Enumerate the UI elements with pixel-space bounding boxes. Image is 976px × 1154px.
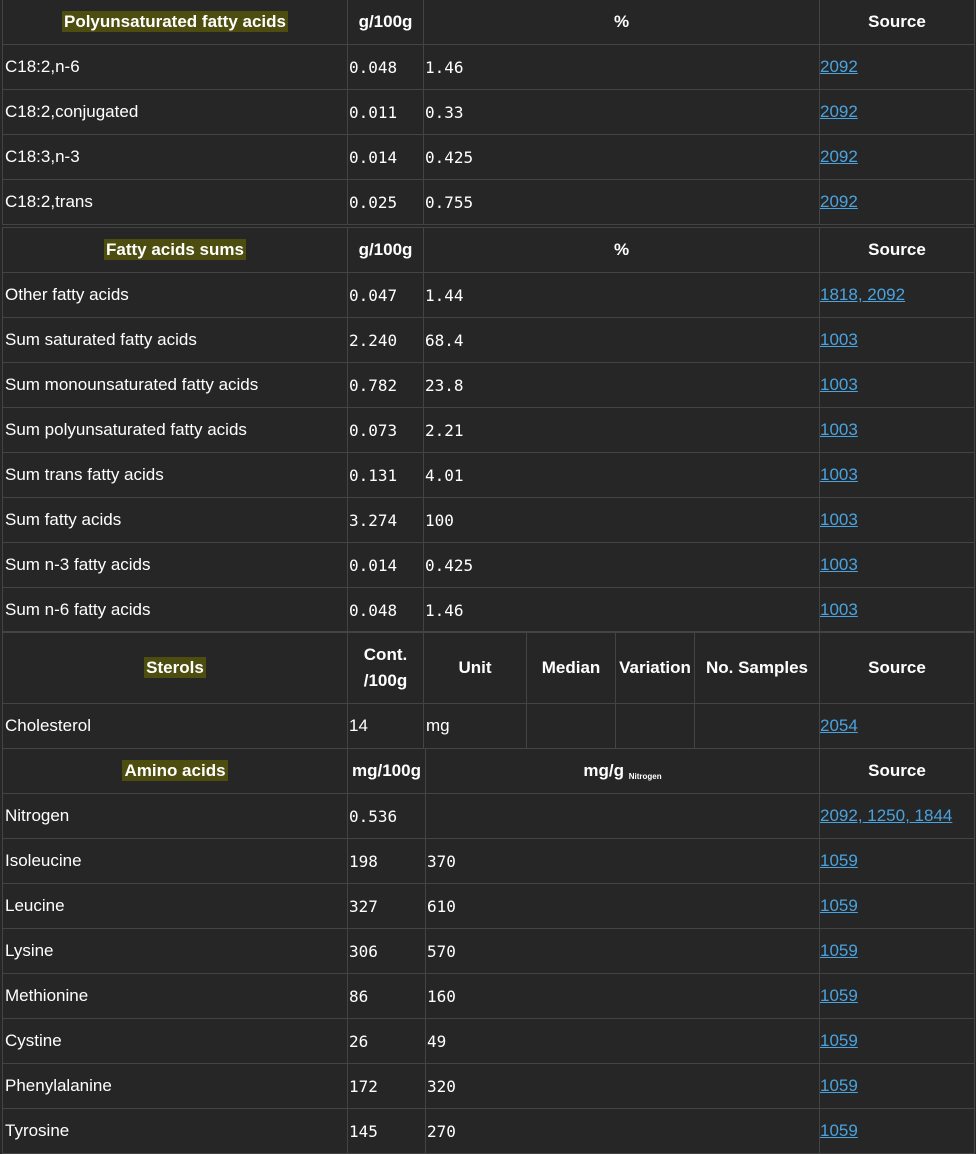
table-row	[3, 1019, 975, 1064]
row-name: Leucine	[3, 884, 348, 929]
pct-value: 0.425	[424, 135, 820, 180]
pct-value: 0.33	[424, 90, 820, 135]
table-row	[3, 1109, 975, 1154]
column-header-mgg: mg/g $_{Nitrogen}$	[426, 749, 820, 794]
mgg-value: 610	[426, 884, 820, 929]
polyunsaturated-table	[2, 0, 975, 225]
g-value: 0.782	[348, 363, 424, 408]
g-value: 2.240	[348, 318, 424, 363]
table-row	[3, 974, 975, 1019]
source-link[interactable]: 1003	[820, 420, 858, 439]
source-link[interactable]: 1059	[820, 941, 858, 960]
column-header: Source	[820, 228, 975, 273]
row-name: C18:3,n-3	[3, 135, 348, 180]
row-name: Sum trans fatty acids	[3, 453, 348, 498]
column-header-cont: Cont. /100g	[348, 632, 424, 704]
table-row	[3, 704, 975, 749]
table-row	[3, 90, 975, 135]
pct-value: 2.21	[424, 408, 820, 453]
amino-acids-table	[2, 748, 975, 1154]
mg-value: 86	[348, 974, 426, 1019]
row-name: C18:2,trans	[3, 180, 348, 225]
source-link[interactable]: 1003	[820, 330, 858, 349]
pct-value: 4.01	[424, 453, 820, 498]
row-name: Nitrogen	[3, 794, 348, 839]
mgg-value: 270	[426, 1109, 820, 1154]
pct-value: 1.46	[424, 588, 820, 633]
table-row	[3, 839, 975, 884]
row-name: Cystine	[3, 1019, 348, 1064]
table-row	[3, 588, 975, 633]
column-header: %	[424, 228, 820, 273]
table-row	[3, 408, 975, 453]
source-link[interactable]: 1003	[820, 555, 858, 574]
table-row	[3, 1064, 975, 1109]
table-row	[3, 498, 975, 543]
row-name: Sum saturated fatty acids	[3, 318, 348, 363]
g-value: 3.274	[348, 498, 424, 543]
table-row	[3, 363, 975, 408]
row-name: Lysine	[3, 929, 348, 974]
row-name: Sum fatty acids	[3, 498, 348, 543]
cont-value: 14	[348, 704, 424, 749]
section-title: Amino acids	[3, 749, 348, 794]
source-link[interactable]: 2092	[820, 192, 858, 211]
column-header: Source	[820, 0, 975, 45]
source-link[interactable]: 2092	[820, 147, 858, 166]
mgg-value: 320	[426, 1064, 820, 1109]
table-row	[3, 135, 975, 180]
pct-value: 1.44	[424, 273, 820, 318]
fatty-acid-sums-table	[2, 227, 975, 633]
column-header: mg/100g	[348, 749, 426, 794]
source-link[interactable]: 1059	[820, 896, 858, 915]
table-row	[3, 884, 975, 929]
section-title: Sterols	[3, 632, 348, 704]
row-name: Methionine	[3, 974, 348, 1019]
g-value: 0.047	[348, 273, 424, 318]
mg-value: 26	[348, 1019, 426, 1064]
table-row	[3, 543, 975, 588]
row-name: Sum polyunsaturated fatty acids	[3, 408, 348, 453]
pct-value: 0.755	[424, 180, 820, 225]
source-link[interactable]: 1059	[820, 1031, 858, 1050]
pct-value: 0.425	[424, 543, 820, 588]
row-name: C18:2,conjugated	[3, 90, 348, 135]
column-header: g/100g	[348, 228, 424, 273]
mgg-value: 370	[426, 839, 820, 884]
source-link[interactable]: 2054	[820, 716, 858, 735]
mg-value: 327	[348, 884, 426, 929]
source-link[interactable]: 1059	[820, 851, 858, 870]
mg-value: 0.536	[348, 794, 426, 839]
table-header-row	[3, 228, 975, 273]
mg-value: 172	[348, 1064, 426, 1109]
mg-value: 145	[348, 1109, 426, 1154]
g-value: 0.014	[348, 135, 424, 180]
table-row	[3, 929, 975, 974]
pct-value: 23.8	[424, 363, 820, 408]
table-header-row	[3, 632, 975, 704]
column-header: g/100g	[348, 0, 424, 45]
row-name: Sum n-6 fatty acids	[3, 588, 348, 633]
table-row	[3, 318, 975, 363]
column-header: Source	[820, 749, 975, 794]
source-link[interactable]: 1059	[820, 986, 858, 1005]
table-row	[3, 180, 975, 225]
mgg-value: 160	[426, 974, 820, 1019]
row-name: Cholesterol	[3, 704, 348, 749]
column-header: Source	[820, 632, 975, 704]
source-link[interactable]: 2092, 1250, 1844	[820, 806, 953, 825]
source-link[interactable]: 1003	[820, 600, 858, 619]
g-value: 0.131	[348, 453, 424, 498]
source-link[interactable]: 1059	[820, 1121, 858, 1140]
column-header: Unit	[424, 632, 527, 704]
pct-value: 68.4	[424, 318, 820, 363]
row-name: Other fatty acids	[3, 273, 348, 318]
table-row	[3, 273, 975, 318]
table-row	[3, 453, 975, 498]
g-value: 0.048	[348, 588, 424, 633]
source-link[interactable]: 1059	[820, 1076, 858, 1095]
mg-value: 198	[348, 839, 426, 884]
section-title: Fatty acids sums	[3, 228, 348, 273]
mgg-value: 570	[426, 929, 820, 974]
column-header: Median	[527, 632, 616, 704]
source-link[interactable]: 2092	[820, 57, 858, 76]
mgg-value	[426, 794, 820, 839]
row-name: Sum monounsaturated fatty acids	[3, 363, 348, 408]
pct-value: 1.46	[424, 45, 820, 90]
source-link[interactable]: 1003	[820, 510, 858, 529]
sterols-table	[2, 631, 975, 749]
source-link[interactable]: 1818, 2092	[820, 285, 906, 304]
g-value: 0.014	[348, 543, 424, 588]
row-name: Tyrosine	[3, 1109, 348, 1154]
column-header: Variation	[616, 632, 695, 704]
section-title: Polyunsaturated fatty acids	[3, 0, 348, 45]
table-row	[3, 794, 975, 839]
column-header: %	[424, 0, 820, 45]
row-name: Phenylalanine	[3, 1064, 348, 1109]
mg-value: 306	[348, 929, 426, 974]
samples-value	[695, 704, 820, 749]
unit-value: mg	[424, 704, 527, 749]
g-value: 0.073	[348, 408, 424, 453]
table-row	[3, 45, 975, 90]
table-header-row	[3, 0, 975, 45]
source-link[interactable]: 2092	[820, 102, 858, 121]
row-name: Isoleucine	[3, 839, 348, 884]
source-link[interactable]: 1003	[820, 465, 858, 484]
variation-value	[616, 704, 695, 749]
pct-value: 100	[424, 498, 820, 543]
g-value: 0.048	[348, 45, 424, 90]
column-header: No. Samples	[695, 632, 820, 704]
source-link[interactable]: 1003	[820, 375, 858, 394]
table-header-row	[3, 749, 975, 794]
g-value: 0.011	[348, 90, 424, 135]
row-name: Sum n-3 fatty acids	[3, 543, 348, 588]
g-value: 0.025	[348, 180, 424, 225]
median-value	[527, 704, 616, 749]
row-name: C18:2,n-6	[3, 45, 348, 90]
mgg-value: 49	[426, 1019, 820, 1064]
